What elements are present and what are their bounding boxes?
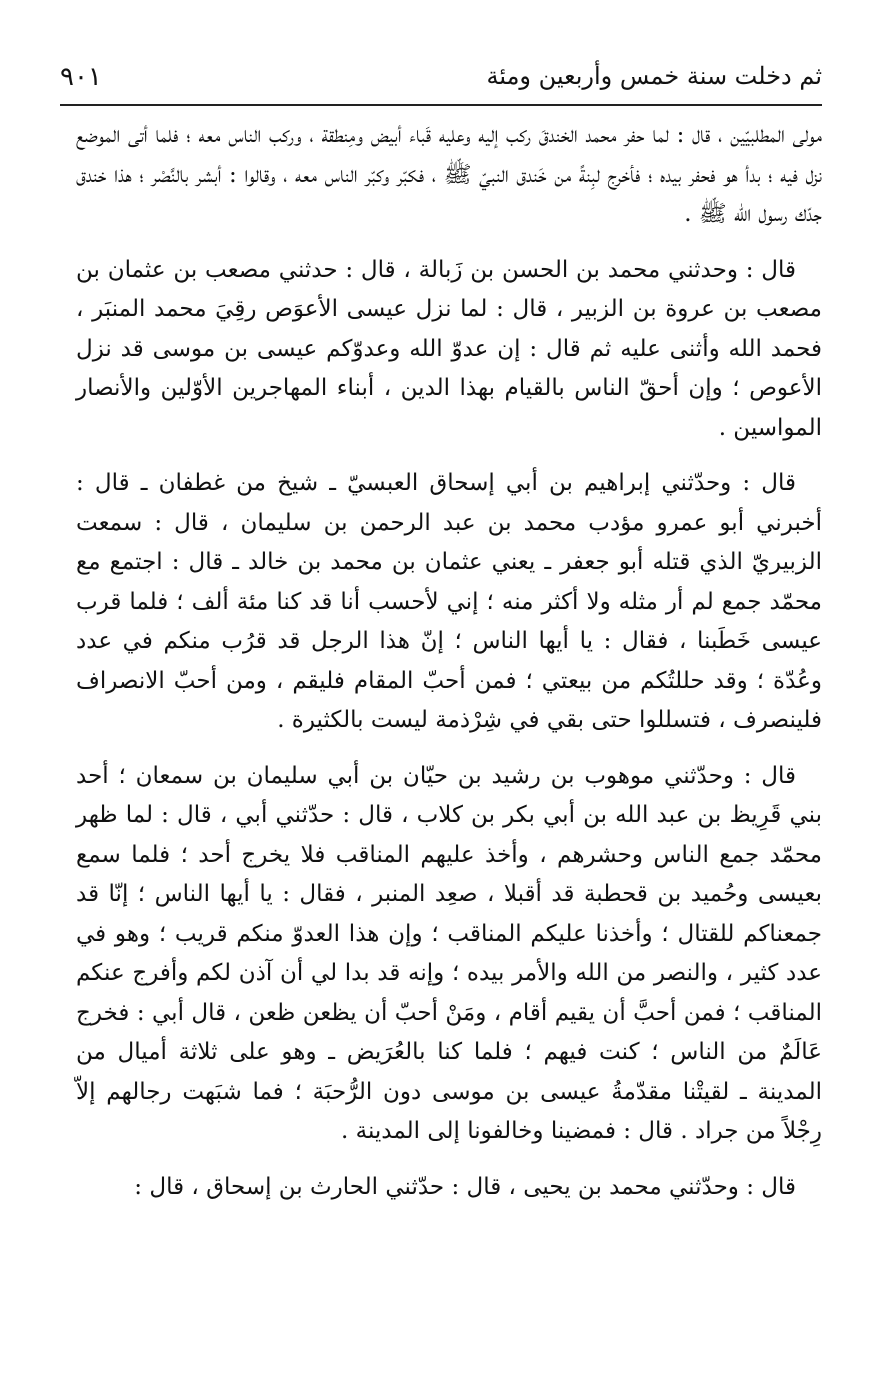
page-body [76, 116, 822, 1223]
paragraph: مولى المطلبيّين ، قال : لما حفر محمد الخندقَ ركب إليه وعليه قَباء أبيض ومِنطقة ، وركب الناس معه ؛ فلما أتى الموضع نزل فيه ؛ بدأ هو فحفر بيده ؛ فأخرج لبِنةً من خَندق النبيّ ﷺ ، فكبّر وكبّر الناس معه ، وقالوا : أبشر بالنَّصْر ؛ هذا خندق جدّك رسول الله ﷺ . [76, 122, 822, 227]
running-title: ثم دخلت سنة خمس وأربعين ومئة [486, 62, 822, 90]
header-rule [60, 104, 822, 106]
paragraph: قال : وحدثني محمد بن الحسن بن زَبالة ، قال : حدثني مصعب بن عثمان بن مصعب بن عروة بن الزبير ، قال : لما نزل عيسى الأعوَص رقِيَ محمد المنبَر ، فحمد الله وأثنى عليه ثم قال : إن عدوّ الله وعدوّكم عيسى بن موسى قد نزل الأعوص ؛ وإن أحقّ الناس بالقيام بهذا الدين ، أبناء المهاجرين الأوّلين والأنصار المواسين . [76, 256, 822, 441]
paragraph: قال : وحدّثني موهوب بن رشيد بن حيّان بن أبي سليمان بن سمعان ؛ أحد بني قَرِيظ بن عبد الله بن أبي بكر بن كلاب ، قال : حدّثني أبي ، قال : لما ظهر محمّد جمع الناس وحشرهم ، وأخذ عليهم المناقب فلا يخرج أحد ؛ فلما سمع بعيسى وحُميد بن قحطبة قد أقبلا ، صعِد المنبر ، فقال : يا أيها الناس ؛ إنّا قد جمعناكم للقتال ؛ وأخذنا عليكم المناقب ؛ وإن هذا العدوّ منكم قريب ؛ وهو في عدد كثير ، والنصر من الله والأمر بيده ؛ وإنه قد بدا لي أن آذن لكم وأفرج عنكم المناقب ؛ فمن أحبَّ أن يقيم أقام ، ومَنْ أحبّ أن يظعن ظعن ، قال أبي : فخرج عَالَمٌ من الناس ؛ كنت فيهم ؛ فلما كنا بالعُرَيض ـ وهو على ثلاثة أميال من المدينة ـ لقيتْنا مقدّمةُ عيسى بن موسى دون الرُّحبَة ؛ فما شبَهت رجالهم إلاّ رِجْلاً من جراد . قال : فمضينا وخالفونا إلى المدينة . [76, 762, 822, 1144]
page-number: ٩٠١ [60, 62, 102, 92]
paragraph: قال : وحدّثني محمد بن يحيى ، قال : حدّثني الحارث بن إسحاق ، قال : [134, 1173, 796, 1200]
paragraph: قال : وحدّثني إبراهيم بن أبي إسحاق العبسيّ ـ شيخ من غطفان ـ قال : أخبرني أبو عمرو مؤدب محمد بن عبد الرحمن بن سليمان ، قال : سمعت الزبيريّ الذي قتله أبو جعفر ـ يعني عثمان بن محمد بن خالد ـ قال : اجتمع مع محمّد جمع لم أر مثله ولا أكثر منه ؛ إني لأحسب أنا قد كنا مئة ألف ؛ فلما قرب عيسى خَطَبنا ، فقال : يا أيها الناس ؛ إنّ هذا الرجل قد قرُب منكم في عدد وعُدّة ؛ وقد حللتُكم من بيعتي ؛ فمن أحبّ المقام فليقم ، ومن أحبّ الانصراف فلينصرف ، فتسللوا حتى بقي في شِرْذمة ليست بالكثيرة . [76, 470, 822, 733]
running-header [60, 62, 822, 102]
